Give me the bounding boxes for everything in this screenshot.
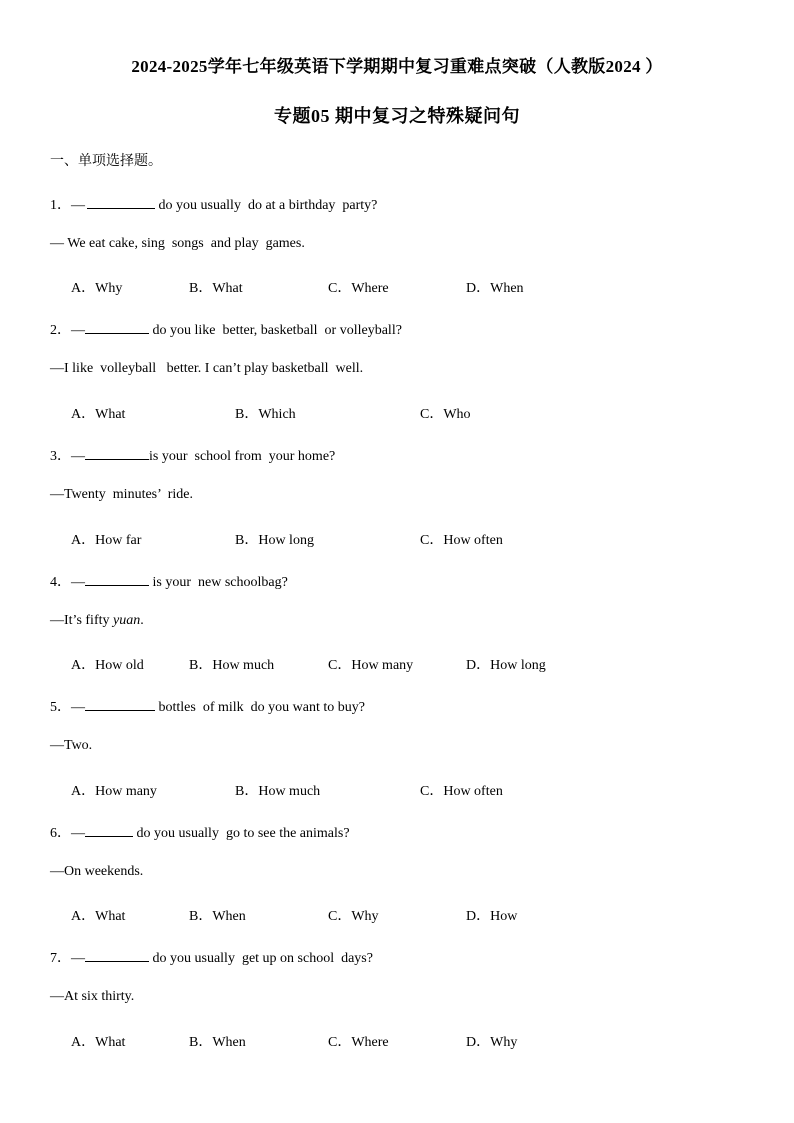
answer-blank xyxy=(85,824,133,837)
q6-option-c[interactable]: C．Why xyxy=(328,909,379,924)
answer-blank xyxy=(85,698,155,711)
q5-option-c[interactable]: C．How often xyxy=(420,784,503,799)
q4-option-c[interactable]: C．How many xyxy=(328,658,414,673)
question-3-stem xyxy=(50,445,335,465)
q5-option-b[interactable]: B．How much xyxy=(235,784,321,799)
question-number: 3．— xyxy=(50,449,85,464)
q4-option-d[interactable]: D．How long xyxy=(466,658,546,673)
q4-option-a[interactable]: A．How old xyxy=(71,658,144,673)
q1-option-b[interactable]: B．What xyxy=(189,281,243,296)
question-text: do you usually get up on school days? xyxy=(149,951,373,966)
q3-option-a[interactable]: A．How far xyxy=(71,533,142,548)
question-number: 5．— xyxy=(50,700,85,715)
q3-option-b[interactable]: B．How long xyxy=(235,533,314,548)
question-2-answer: —I like volleyball better. I can’t play basketball well. xyxy=(50,361,364,376)
answer-blank xyxy=(85,573,149,586)
q2-option-a[interactable]: A．What xyxy=(71,407,126,422)
answer-blank xyxy=(85,447,149,460)
question-text: is your new schoolbag? xyxy=(149,575,288,590)
question-4-answer xyxy=(50,613,144,629)
answer-blank xyxy=(85,321,149,334)
section-heading: 一、单项选择题。 xyxy=(50,154,162,169)
answer-italic-word: yuan xyxy=(113,613,141,628)
question-text: do you usually do at a birthday party? xyxy=(155,198,378,213)
question-1-stem xyxy=(50,194,377,214)
answer-text: —It’s fifty xyxy=(50,613,113,628)
q1-option-c[interactable]: C．Where xyxy=(328,281,389,296)
q7-option-c[interactable]: C．Where xyxy=(328,1035,389,1050)
question-6-stem xyxy=(50,822,350,842)
answer-blank xyxy=(85,949,149,962)
q2-option-b[interactable]: B．Which xyxy=(235,407,296,422)
q7-option-a[interactable]: A．What xyxy=(71,1035,126,1050)
answer-blank xyxy=(87,196,155,209)
answer-end: . xyxy=(140,613,144,628)
q6-option-a[interactable]: A．What xyxy=(71,909,126,924)
question-4-stem xyxy=(50,571,288,591)
question-number: 7．— xyxy=(50,951,85,966)
q3-option-c[interactable]: C．How often xyxy=(420,533,503,548)
document-subtitle: 专题05 期中复习之特殊疑问句 xyxy=(274,106,520,126)
q2-option-c[interactable]: C．Who xyxy=(420,407,471,422)
question-3-answer: —Twenty minutes’ ride. xyxy=(50,487,194,502)
question-text: bottles of milk do you want to buy? xyxy=(155,700,365,715)
question-number: 6．— xyxy=(50,826,85,841)
question-7-stem xyxy=(50,947,373,967)
question-number: 4．— xyxy=(50,575,85,590)
question-text: is your school from your home? xyxy=(149,449,336,464)
question-5-stem xyxy=(50,696,365,716)
q7-option-b[interactable]: B．When xyxy=(189,1035,246,1050)
q6-option-d[interactable]: D．How xyxy=(466,909,518,924)
question-text: do you like better, basketball or volleyball? xyxy=(149,323,402,338)
q5-option-a[interactable]: A．How many xyxy=(71,784,157,799)
q6-option-b[interactable]: B．When xyxy=(189,909,246,924)
q1-option-d[interactable]: D．When xyxy=(466,281,524,296)
question-text: do you usually go to see the animals? xyxy=(133,826,350,841)
q1-option-a[interactable]: A．Why xyxy=(71,281,123,296)
question-1-answer: — We eat cake, sing songs and play games. xyxy=(50,236,305,251)
question-number: 1．— xyxy=(50,198,85,213)
document-title: 2024-2025学年七年级英语下学期期中复习重难点突破（人教版2024 ） xyxy=(131,57,663,76)
question-2-stem xyxy=(50,319,402,339)
q4-option-b[interactable]: B．How much xyxy=(189,658,275,673)
question-7-answer: —At six thirty. xyxy=(50,989,135,1004)
question-6-answer: —On weekends. xyxy=(50,864,144,879)
q7-option-d[interactable]: D．Why xyxy=(466,1035,518,1050)
question-number: 2．— xyxy=(50,323,85,338)
question-5-answer: —Two. xyxy=(50,738,93,753)
